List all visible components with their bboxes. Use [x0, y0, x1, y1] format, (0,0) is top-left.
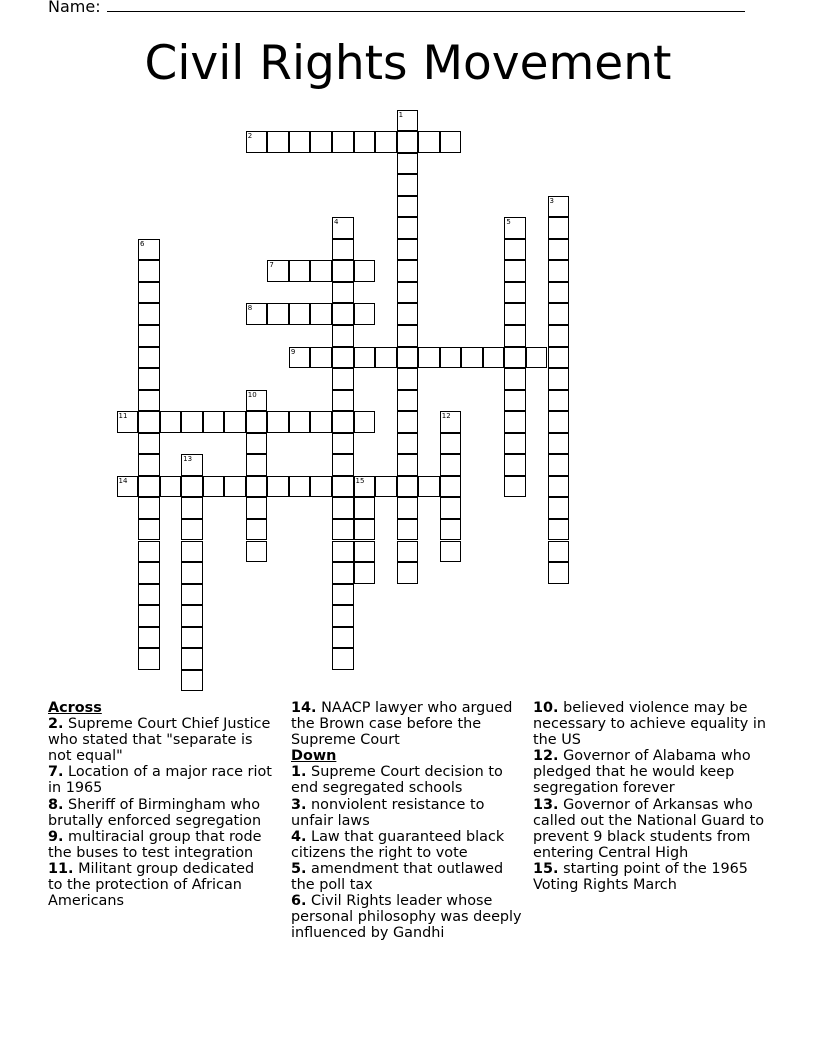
crossword-cell[interactable] — [397, 174, 419, 196]
clue-number: 10. — [533, 700, 559, 716]
crossword-cell[interactable] — [246, 476, 268, 498]
clue-text: starting point of the 1965 Voting Rights March — [533, 860, 748, 894]
name-label: Name: — [48, 0, 101, 16]
clue-text: Location of a major race riot in 1965 — [48, 764, 272, 797]
crossword-cell[interactable] — [504, 454, 526, 476]
crossword-cell[interactable] — [397, 519, 419, 541]
cell-number: 13 — [183, 455, 193, 464]
crossword-cell[interactable] — [181, 541, 203, 563]
crossword-cell[interactable] — [332, 605, 354, 627]
crossword-cell[interactable] — [138, 325, 160, 347]
crossword-cell[interactable] — [246, 433, 268, 455]
crossword-cell[interactable] — [289, 260, 311, 282]
crossword-cell[interactable] — [332, 627, 354, 649]
crossword-cell[interactable] — [138, 605, 160, 627]
crossword-cell[interactable] — [548, 196, 570, 218]
crossword-cell[interactable] — [418, 347, 440, 369]
crossword-cell[interactable] — [138, 239, 160, 261]
crossword-cell[interactable] — [138, 411, 160, 433]
crossword-cell[interactable] — [397, 303, 419, 325]
clue-number: 13. — [533, 796, 559, 813]
crossword-cell[interactable] — [397, 476, 419, 498]
crossword-cell[interactable] — [397, 325, 419, 347]
clue-number: 12. — [533, 748, 559, 765]
crossword-cell[interactable] — [504, 239, 526, 261]
crossword-cell[interactable] — [332, 454, 354, 476]
clue-number: 14. — [291, 700, 317, 716]
clue-number: 3. — [291, 796, 307, 813]
crossword-cell[interactable] — [440, 454, 462, 476]
crossword-cell[interactable] — [504, 347, 526, 369]
cell-number: 9 — [290, 347, 296, 356]
cell-number: 2 — [247, 132, 253, 141]
crossword-cell[interactable] — [548, 476, 570, 498]
crossword-cell[interactable] — [375, 131, 397, 153]
crossword-cell[interactable] — [246, 390, 268, 412]
crossword-cell[interactable] — [504, 390, 526, 412]
crossword-cell[interactable] — [310, 347, 332, 369]
crossword-cell[interactable] — [332, 562, 354, 584]
cell-number: 12 — [441, 412, 451, 421]
crossword-cell[interactable] — [332, 541, 354, 563]
crossword-cell[interactable] — [504, 303, 526, 325]
crossword-cell[interactable] — [504, 368, 526, 390]
crossword-cell[interactable] — [397, 282, 419, 304]
across-clue-list-continued — [291, 700, 525, 748]
crossword-cell[interactable] — [354, 303, 376, 325]
crossword-cell[interactable] — [548, 562, 570, 584]
crossword-cell[interactable] — [332, 411, 354, 433]
crossword-cell[interactable] — [138, 454, 160, 476]
crossword-cell[interactable] — [181, 497, 203, 519]
crossword-cell[interactable] — [354, 519, 376, 541]
crossword-cell[interactable] — [504, 476, 526, 498]
clue-text: multiracial group that rode the buses to test integration — [48, 828, 262, 861]
crossword-cell[interactable] — [267, 411, 289, 433]
clue-number: 9. — [48, 828, 64, 845]
crossword-cell[interactable] — [138, 260, 160, 282]
crossword-cell[interactable] — [397, 454, 419, 476]
cell-number: 11 — [118, 412, 128, 421]
crossword-cell[interactable] — [548, 347, 570, 369]
crossword-cell[interactable] — [548, 390, 570, 412]
cell-number: 10 — [247, 390, 257, 399]
clue-number: 6. — [291, 893, 307, 910]
crossword-cell[interactable] — [397, 196, 419, 218]
clue-item — [48, 861, 273, 909]
across-heading: Across — [48, 700, 102, 716]
clue-item — [291, 797, 525, 829]
crossword-cell[interactable] — [397, 390, 419, 412]
crossword-cell[interactable] — [440, 541, 462, 563]
crossword-cell[interactable] — [181, 605, 203, 627]
crossword-cell[interactable] — [548, 303, 570, 325]
crossword-cell[interactable] — [440, 433, 462, 455]
clue-text: Civil Rights leader whose personal philosophy was deeply influenced by Gandhi — [291, 893, 522, 942]
crossword-cell[interactable] — [332, 368, 354, 390]
crossword-cell[interactable] — [440, 411, 462, 433]
crossword-cell[interactable] — [138, 627, 160, 649]
crossword-cell[interactable] — [332, 519, 354, 541]
crossword-cell[interactable] — [181, 648, 203, 670]
crossword-cell[interactable] — [246, 541, 268, 563]
crossword-cell[interactable] — [117, 411, 139, 433]
clue-number: 8. — [48, 796, 64, 813]
clue-text: Sheriff of Birmingham who brutally enforced segregation — [48, 796, 262, 829]
clue-number: 11. — [48, 860, 74, 877]
crossword-cell[interactable] — [397, 239, 419, 261]
crossword-cell[interactable] — [181, 627, 203, 649]
cell-number: 1 — [398, 110, 404, 119]
crossword-cell[interactable] — [504, 217, 526, 239]
clue-text: Supreme Court decision to end segregated schools — [291, 764, 503, 797]
crossword-cell[interactable] — [181, 476, 203, 498]
crossword-cell[interactable] — [181, 411, 203, 433]
crossword-cell[interactable] — [504, 411, 526, 433]
clue-text: nonviolent resistance to unfair laws — [291, 796, 485, 829]
crossword-cell[interactable] — [397, 497, 419, 519]
crossword-cell[interactable] — [397, 347, 419, 369]
crossword-cell[interactable] — [138, 541, 160, 563]
crossword-cell[interactable] — [289, 131, 311, 153]
crossword-cell[interactable] — [548, 260, 570, 282]
crossword-cell[interactable] — [526, 347, 548, 369]
crossword-cell[interactable] — [332, 260, 354, 282]
crossword-cell[interactable] — [548, 454, 570, 476]
crossword-cell[interactable] — [354, 131, 376, 153]
crossword-cell[interactable] — [138, 390, 160, 412]
crossword-cell[interactable] — [246, 454, 268, 476]
crossword-cell[interactable] — [354, 562, 376, 584]
crossword-cell[interactable] — [138, 433, 160, 455]
clue-number: 7. — [48, 764, 64, 781]
crossword-cell[interactable] — [246, 303, 268, 325]
crossword-cell[interactable] — [548, 541, 570, 563]
crossword-cell[interactable] — [397, 131, 419, 153]
crossword-cell[interactable] — [548, 239, 570, 261]
crossword-cell[interactable] — [440, 519, 462, 541]
crossword-cell[interactable] — [138, 368, 160, 390]
crossword-cell[interactable] — [138, 519, 160, 541]
crossword-cell[interactable] — [397, 153, 419, 175]
crossword-cell[interactable] — [397, 368, 419, 390]
down-heading: Down — [291, 748, 337, 765]
crossword-cell[interactable] — [354, 541, 376, 563]
crossword-cell[interactable] — [397, 260, 419, 282]
crossword-cell[interactable] — [224, 476, 246, 498]
crossword-cell[interactable] — [332, 390, 354, 412]
crossword-cell[interactable] — [138, 584, 160, 606]
crossword-cell[interactable] — [289, 411, 311, 433]
crossword-cell[interactable] — [267, 303, 289, 325]
crossword-cell[interactable] — [332, 303, 354, 325]
crossword-cell[interactable] — [160, 476, 182, 498]
crossword-cell[interactable] — [181, 584, 203, 606]
crossword-cell[interactable] — [504, 433, 526, 455]
crossword-cell[interactable] — [397, 541, 419, 563]
crossword-cell[interactable] — [548, 368, 570, 390]
crossword-cell[interactable] — [418, 476, 440, 498]
crossword-cell[interactable] — [440, 347, 462, 369]
clue-text: Militant group dedicated to the protection of African Americans — [48, 860, 255, 910]
crossword-cell[interactable] — [397, 110, 419, 132]
crossword-cell[interactable] — [310, 411, 332, 433]
crossword-cell[interactable] — [246, 411, 268, 433]
crossword-cell[interactable] — [246, 131, 268, 153]
crossword-cell[interactable] — [181, 562, 203, 584]
clue-text: Governor of Arkansas who called out the National Guard to prevent 9 black students from entering Central High — [533, 796, 765, 861]
clue-text: Supreme Court Chief Justice who stated that "separate is not equal" — [48, 716, 271, 765]
crossword-cell[interactable] — [160, 411, 182, 433]
clue-item — [291, 764, 525, 796]
cell-number: 3 — [549, 196, 554, 205]
crossword-cell[interactable] — [138, 303, 160, 325]
crossword-cell[interactable] — [440, 497, 462, 519]
crossword-cell[interactable] — [548, 519, 570, 541]
crossword-cell[interactable] — [483, 347, 505, 369]
crossword-cell[interactable] — [440, 131, 462, 153]
crossword-cell[interactable] — [548, 497, 570, 519]
crossword-cell[interactable] — [246, 497, 268, 519]
crossword-cell[interactable] — [267, 476, 289, 498]
crossword-cell[interactable] — [289, 303, 311, 325]
across-clue-list — [48, 716, 273, 909]
crossword-cell[interactable] — [203, 476, 225, 498]
crossword-cell[interactable] — [289, 476, 311, 498]
clue-number: 1. — [291, 764, 307, 781]
crossword-cell[interactable] — [203, 411, 225, 433]
crossword-cell[interactable] — [332, 648, 354, 670]
cell-number: 8 — [247, 304, 253, 313]
cell-number: 15 — [355, 476, 365, 485]
clues-column-2 — [291, 700, 525, 941]
down-clue-list — [291, 764, 525, 941]
clue-number: 2. — [48, 716, 64, 733]
crossword-cell[interactable] — [310, 303, 332, 325]
clues-column-1 — [48, 700, 273, 909]
crossword-cell[interactable] — [397, 411, 419, 433]
clue-item — [48, 797, 273, 829]
crossword-cell[interactable] — [267, 260, 289, 282]
clue-item — [48, 829, 273, 861]
crossword-cell[interactable] — [332, 433, 354, 455]
cell-number: 7 — [269, 261, 274, 270]
crossword-cell[interactable] — [548, 433, 570, 455]
crossword-cell[interactable] — [138, 282, 160, 304]
crossword-cell[interactable] — [138, 648, 160, 670]
clue-item — [291, 861, 525, 893]
clue-number: 5. — [291, 860, 307, 877]
crossword-cell[interactable] — [418, 131, 440, 153]
crossword-cell[interactable] — [354, 476, 376, 498]
crossword-cell[interactable] — [224, 411, 246, 433]
clue-item — [291, 829, 525, 861]
clue-text: amendment that outlawed the poll tax — [291, 860, 504, 894]
cell-number: 14 — [118, 476, 128, 485]
crossword-cell[interactable] — [332, 325, 354, 347]
crossword-cell[interactable] — [289, 347, 311, 369]
crossword-cell[interactable] — [332, 497, 354, 519]
clue-number: 15. — [533, 860, 559, 877]
crossword-cell[interactable] — [332, 347, 354, 369]
crossword-cell[interactable] — [397, 433, 419, 455]
clue-text: believed violence may be necessary to achieve equality in the US — [533, 700, 767, 749]
crossword-cell[interactable] — [504, 260, 526, 282]
crossword-cell[interactable] — [181, 670, 203, 692]
crossword-cell[interactable] — [397, 562, 419, 584]
crossword-cell[interactable] — [332, 476, 354, 498]
clue-number: 4. — [291, 828, 307, 845]
crossword-cell[interactable] — [354, 497, 376, 519]
crossword-cell[interactable] — [332, 217, 354, 239]
clue-item — [291, 700, 525, 748]
clue-text: Governor of Alabama who pledged that he would keep segregation forever — [533, 748, 751, 797]
clue-text: Law that guaranteed black citizens the right to vote — [291, 828, 505, 861]
cell-number: 6 — [140, 239, 145, 248]
crossword-cell[interactable] — [138, 497, 160, 519]
crossword-cell[interactable] — [440, 476, 462, 498]
crossword-cell[interactable] — [354, 347, 376, 369]
crossword-cell[interactable] — [181, 454, 203, 476]
crossword-cell[interactable] — [504, 325, 526, 347]
crossword-cell[interactable] — [332, 239, 354, 261]
crossword-cell[interactable] — [181, 519, 203, 541]
clue-item — [533, 748, 773, 796]
crossword-cell[interactable] — [310, 476, 332, 498]
crossword-cell[interactable] — [310, 260, 332, 282]
crossword-cell[interactable] — [548, 282, 570, 304]
clue-text: NAACP lawyer who argued the Brown case before the Supreme Court — [291, 700, 513, 749]
clue-item — [48, 716, 273, 764]
clue-item — [533, 861, 773, 893]
clue-item — [533, 797, 773, 861]
crossword-cell[interactable] — [548, 411, 570, 433]
clue-item — [48, 764, 273, 796]
clues-column-3 — [533, 700, 773, 893]
crossword-cell[interactable] — [548, 217, 570, 239]
crossword-cell[interactable] — [138, 562, 160, 584]
crossword-cell[interactable] — [354, 411, 376, 433]
crossword-cell[interactable] — [504, 282, 526, 304]
crossword-cell[interactable] — [117, 476, 139, 498]
crossword-cell[interactable] — [461, 347, 483, 369]
clue-item — [291, 893, 525, 941]
down-clue-list-continued — [533, 700, 773, 893]
crossword-cell[interactable] — [332, 584, 354, 606]
crossword-cell[interactable] — [138, 347, 160, 369]
crossword-cell[interactable] — [310, 131, 332, 153]
page-title: Civil Rights Movement — [144, 36, 672, 91]
crossword-cell[interactable] — [354, 260, 376, 282]
crossword-cell[interactable] — [375, 476, 397, 498]
clue-item — [533, 700, 773, 748]
crossword-cell[interactable] — [138, 476, 160, 498]
cell-number: 4 — [334, 218, 339, 227]
crossword-cell[interactable] — [267, 131, 289, 153]
crossword-cell[interactable] — [246, 519, 268, 541]
crossword-cell[interactable] — [397, 217, 419, 239]
crossword-cell[interactable] — [332, 131, 354, 153]
crossword-cell[interactable] — [548, 325, 570, 347]
cell-number: 5 — [506, 218, 511, 227]
crossword-cell[interactable] — [375, 347, 397, 369]
crossword-cell[interactable] — [332, 282, 354, 304]
